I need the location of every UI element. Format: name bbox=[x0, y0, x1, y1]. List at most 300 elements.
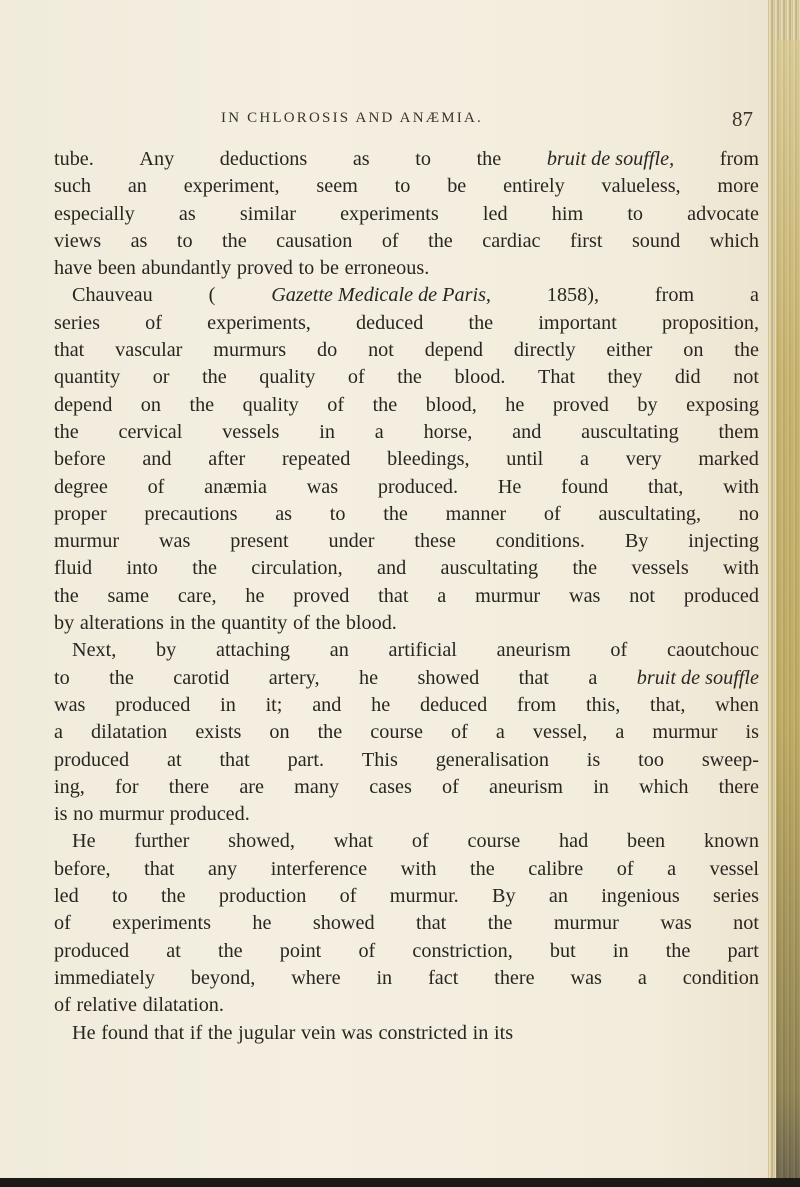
word: they bbox=[607, 366, 643, 389]
word: constriction, bbox=[412, 939, 513, 962]
word: by bbox=[54, 612, 75, 635]
text-line bbox=[54, 337, 759, 364]
word: the bbox=[470, 857, 495, 880]
word: artery, bbox=[268, 666, 320, 689]
word: not bbox=[368, 339, 394, 362]
word: depend bbox=[424, 339, 484, 362]
word: proved bbox=[293, 584, 350, 607]
word: and bbox=[377, 557, 407, 580]
page-edge bbox=[768, 0, 800, 1187]
word: repeated bbox=[281, 448, 351, 471]
word: This bbox=[361, 748, 398, 771]
word: first bbox=[569, 229, 603, 252]
text-line bbox=[54, 637, 759, 664]
word: produced bbox=[115, 693, 191, 716]
word: in bbox=[169, 612, 186, 635]
word: experiment, bbox=[183, 175, 280, 198]
word: to bbox=[627, 202, 644, 225]
word: vessels bbox=[222, 420, 280, 443]
text-line bbox=[54, 610, 759, 637]
word: not bbox=[629, 584, 656, 607]
word: murmur bbox=[652, 721, 718, 744]
text-line bbox=[54, 364, 759, 391]
word: vein bbox=[300, 1021, 336, 1044]
word: artificial bbox=[388, 639, 457, 662]
word: that bbox=[54, 339, 85, 362]
word: murmurs bbox=[213, 339, 287, 362]
word: not bbox=[733, 366, 759, 389]
word: to bbox=[394, 175, 411, 198]
text-line bbox=[54, 938, 759, 965]
text-line bbox=[54, 747, 759, 774]
text-line bbox=[54, 856, 759, 883]
word: proper bbox=[54, 502, 107, 525]
word: found bbox=[561, 475, 609, 498]
word: That bbox=[538, 366, 575, 389]
word: but bbox=[549, 939, 576, 962]
word: the bbox=[397, 366, 422, 389]
word: a bbox=[615, 721, 625, 744]
word: as bbox=[130, 229, 148, 252]
word: he bbox=[505, 393, 525, 416]
word: of bbox=[147, 475, 165, 498]
word: with bbox=[400, 857, 437, 880]
word: murmur bbox=[98, 803, 164, 826]
word: the bbox=[54, 584, 79, 607]
word: after bbox=[208, 448, 246, 471]
word: the bbox=[487, 912, 513, 935]
word: be bbox=[447, 175, 467, 198]
word: the bbox=[54, 420, 79, 443]
word: the bbox=[109, 666, 134, 689]
word: sound bbox=[631, 229, 681, 252]
word: beyond, bbox=[190, 966, 256, 989]
word: there bbox=[718, 775, 759, 798]
word: the bbox=[202, 366, 227, 389]
text-line bbox=[54, 774, 759, 801]
word: murmur. bbox=[389, 885, 459, 908]
word: quality bbox=[242, 393, 299, 416]
word: similar bbox=[239, 202, 296, 225]
word: from bbox=[719, 148, 759, 170]
scan-bottom-border bbox=[0, 1178, 800, 1187]
text-line bbox=[54, 201, 759, 228]
word: anæmia bbox=[204, 475, 267, 498]
word: course bbox=[467, 830, 521, 853]
word: an bbox=[548, 885, 568, 908]
word: murmur bbox=[54, 530, 120, 553]
word: constricted bbox=[378, 1021, 468, 1044]
word: before bbox=[54, 448, 106, 471]
word: murmur bbox=[475, 584, 541, 607]
word: by bbox=[637, 393, 658, 416]
word: have bbox=[54, 257, 93, 280]
word: course bbox=[370, 721, 423, 744]
page-edge-shading bbox=[776, 40, 800, 1180]
word: an bbox=[127, 175, 147, 198]
word: to bbox=[54, 666, 70, 689]
text-line bbox=[54, 665, 759, 692]
word: of bbox=[339, 885, 357, 908]
word: marked bbox=[698, 448, 759, 471]
word: dilatation. bbox=[142, 994, 224, 1017]
word: such bbox=[54, 175, 92, 198]
word: in bbox=[220, 693, 236, 716]
word: was bbox=[568, 584, 601, 607]
word: of bbox=[293, 612, 310, 635]
word: in bbox=[319, 420, 335, 443]
word: led bbox=[482, 202, 508, 225]
word: auscultating bbox=[440, 557, 539, 580]
word: injecting bbox=[688, 530, 759, 553]
word: no bbox=[73, 803, 94, 826]
word: erroneous. bbox=[344, 257, 430, 280]
text-line bbox=[54, 501, 759, 528]
word: ing, bbox=[54, 775, 85, 798]
word: the bbox=[160, 885, 186, 908]
word: generalisation bbox=[435, 748, 549, 771]
word: advocate bbox=[687, 202, 759, 225]
word: from bbox=[654, 284, 695, 307]
word: the bbox=[217, 939, 243, 962]
word: directly bbox=[513, 339, 576, 362]
word: part. bbox=[287, 748, 325, 771]
word: produced. bbox=[377, 475, 459, 498]
word: precautions bbox=[144, 502, 238, 525]
word: too bbox=[638, 748, 664, 771]
word: in bbox=[376, 966, 393, 989]
word: cardiac bbox=[482, 229, 541, 252]
word: quality bbox=[259, 366, 316, 389]
word: seem bbox=[316, 175, 358, 198]
word: auscultating, bbox=[598, 502, 702, 525]
text-line bbox=[54, 1020, 759, 1047]
word: produced bbox=[54, 748, 130, 771]
word: quantity bbox=[54, 366, 121, 389]
word: the bbox=[665, 939, 691, 962]
word: was bbox=[54, 693, 86, 716]
word: ingenious bbox=[601, 885, 680, 908]
word: a bbox=[54, 721, 63, 744]
word: is bbox=[54, 803, 68, 826]
word: there bbox=[494, 966, 535, 989]
text-line bbox=[54, 146, 759, 173]
word: that bbox=[219, 748, 250, 771]
word: causation bbox=[276, 229, 353, 252]
word: at bbox=[167, 748, 182, 771]
word: of bbox=[347, 366, 365, 389]
text-line bbox=[54, 801, 759, 828]
word: was bbox=[570, 966, 602, 989]
word: and bbox=[142, 448, 172, 471]
text-line bbox=[54, 719, 759, 746]
word: ( bbox=[208, 284, 216, 307]
word: produced bbox=[683, 584, 759, 607]
word: him bbox=[551, 202, 584, 225]
word: experiments bbox=[340, 202, 439, 225]
word: did bbox=[674, 366, 701, 389]
word: murmur bbox=[553, 912, 619, 935]
word: the bbox=[383, 502, 408, 525]
word: exposing bbox=[686, 393, 759, 416]
word: to bbox=[329, 502, 346, 525]
word: been bbox=[97, 257, 136, 280]
word: By bbox=[492, 885, 516, 908]
word: same bbox=[107, 584, 149, 607]
word: he bbox=[359, 666, 379, 689]
text-line bbox=[54, 419, 759, 446]
word: of bbox=[441, 775, 459, 798]
word: or bbox=[152, 366, 170, 389]
page-number: 87 bbox=[732, 107, 753, 131]
running-head: IN CHLOROSIS AND ANÆMIA. bbox=[221, 110, 483, 126]
word: what bbox=[333, 830, 373, 853]
text-line bbox=[54, 392, 759, 419]
word: care, bbox=[177, 584, 217, 607]
word: quantity bbox=[221, 612, 288, 635]
word: vessel, bbox=[532, 721, 588, 744]
word: with bbox=[723, 557, 759, 580]
word: was bbox=[158, 530, 191, 553]
word: aneurism bbox=[489, 775, 563, 798]
word: is bbox=[586, 748, 601, 771]
word: cervical bbox=[118, 420, 183, 443]
word: a bbox=[588, 666, 598, 689]
word: the bbox=[190, 612, 216, 635]
word: auscultating bbox=[581, 420, 679, 443]
word: in bbox=[612, 939, 629, 962]
word: abundantly bbox=[141, 257, 232, 280]
word: that bbox=[153, 1021, 185, 1044]
italic-phrase: bruit de souffle bbox=[636, 666, 759, 689]
word: bleedings, bbox=[387, 448, 470, 471]
word: the bbox=[476, 148, 502, 170]
word: part bbox=[727, 939, 759, 962]
word: Any bbox=[139, 148, 175, 170]
text-line bbox=[54, 828, 759, 855]
text-line bbox=[54, 992, 759, 1019]
word: of bbox=[451, 721, 468, 744]
word: By bbox=[624, 530, 649, 553]
word: vessel bbox=[709, 857, 759, 880]
word: the bbox=[372, 393, 398, 416]
word: experiments bbox=[112, 912, 211, 935]
word: the bbox=[572, 557, 598, 580]
word: had bbox=[559, 830, 589, 853]
word: led bbox=[54, 885, 79, 908]
word: any bbox=[207, 857, 238, 880]
word: was bbox=[660, 912, 692, 935]
word: the bbox=[428, 229, 453, 252]
word: production bbox=[218, 885, 307, 908]
word: tube. bbox=[54, 148, 94, 170]
word: jugular bbox=[238, 1021, 296, 1044]
word: the bbox=[734, 339, 759, 362]
word: produced. bbox=[169, 803, 250, 826]
text-line bbox=[54, 228, 759, 255]
text-line bbox=[54, 910, 759, 937]
word: where bbox=[291, 966, 341, 989]
word: manner bbox=[445, 502, 507, 525]
word: he bbox=[371, 693, 391, 716]
word: with bbox=[723, 475, 759, 498]
word: important bbox=[538, 311, 617, 334]
word: valueless, bbox=[601, 175, 681, 198]
word: from bbox=[517, 693, 557, 716]
word: if bbox=[189, 1021, 203, 1044]
word: produced bbox=[54, 939, 130, 962]
word: to bbox=[415, 148, 431, 170]
word: proved bbox=[552, 393, 609, 416]
word: that bbox=[144, 857, 175, 880]
word: immediately bbox=[54, 966, 155, 989]
word: point bbox=[279, 939, 322, 962]
word: a bbox=[495, 721, 505, 744]
word: of bbox=[610, 639, 628, 662]
word: as bbox=[275, 502, 293, 525]
word: fluid bbox=[54, 557, 93, 580]
word: circulation, bbox=[251, 557, 343, 580]
word: a bbox=[667, 857, 677, 880]
word: to bbox=[298, 257, 315, 280]
text-line bbox=[54, 173, 759, 200]
word: to bbox=[111, 885, 128, 908]
word: of bbox=[616, 857, 634, 880]
word: showed bbox=[417, 666, 480, 689]
word: been bbox=[627, 830, 666, 853]
word: an bbox=[329, 639, 349, 662]
word: the bbox=[222, 229, 247, 252]
text-line bbox=[54, 692, 759, 719]
word: that bbox=[416, 912, 447, 935]
word: which bbox=[639, 775, 689, 798]
word: it; bbox=[265, 693, 283, 716]
word: at bbox=[166, 939, 181, 962]
word: alterations bbox=[79, 612, 164, 635]
word: Next, bbox=[72, 639, 117, 662]
text-line bbox=[54, 583, 759, 610]
word: the bbox=[189, 393, 215, 416]
word: in bbox=[472, 1021, 489, 1044]
body-text bbox=[54, 146, 759, 1047]
word: blood, bbox=[425, 393, 477, 416]
word: a bbox=[374, 420, 384, 443]
word: that, bbox=[650, 693, 686, 716]
word: showed bbox=[312, 912, 375, 935]
word: deduced bbox=[419, 693, 488, 716]
word: to bbox=[176, 229, 193, 252]
word: entirely bbox=[503, 175, 565, 198]
word: for bbox=[115, 775, 139, 798]
text-line bbox=[54, 555, 759, 582]
word: on bbox=[269, 721, 290, 744]
word: its bbox=[494, 1021, 514, 1044]
word: carotid bbox=[173, 666, 230, 689]
word: especially bbox=[54, 202, 135, 225]
word: proved bbox=[236, 257, 293, 280]
word: he bbox=[252, 912, 272, 935]
word: cases bbox=[369, 775, 412, 798]
word: very bbox=[625, 448, 662, 471]
word: Chauveau bbox=[72, 284, 153, 307]
word: relative bbox=[76, 994, 137, 1017]
word: sweep- bbox=[701, 748, 759, 771]
word: 1858), bbox=[546, 284, 600, 307]
word: horse, bbox=[423, 420, 473, 443]
word: conditions. bbox=[495, 530, 585, 553]
word: and bbox=[512, 420, 542, 443]
word: interference bbox=[270, 857, 368, 880]
word: of bbox=[381, 229, 399, 252]
word: exists bbox=[195, 721, 242, 744]
word: of bbox=[54, 994, 71, 1017]
word: fact bbox=[428, 966, 459, 989]
word: deduced bbox=[356, 311, 424, 334]
word: them bbox=[718, 420, 759, 443]
word: He bbox=[497, 475, 522, 498]
word: many bbox=[294, 775, 340, 798]
word: no bbox=[738, 502, 759, 525]
word: not bbox=[733, 912, 759, 935]
word: experiments, bbox=[207, 311, 311, 334]
word: vessels bbox=[631, 557, 689, 580]
word: a bbox=[637, 966, 647, 989]
word: until bbox=[506, 448, 544, 471]
word: that bbox=[518, 666, 549, 689]
word: the bbox=[315, 612, 341, 635]
text-line bbox=[54, 965, 759, 992]
word: of bbox=[145, 311, 162, 334]
text-line bbox=[54, 310, 759, 337]
word: by bbox=[156, 639, 177, 662]
word: aneurism bbox=[496, 639, 571, 662]
word: blood. bbox=[454, 366, 506, 389]
word: known bbox=[704, 830, 759, 853]
word: dilatation bbox=[91, 721, 168, 744]
word: he bbox=[245, 584, 265, 607]
text-line bbox=[54, 528, 759, 555]
word: attaching bbox=[215, 639, 290, 662]
word: of bbox=[54, 912, 71, 935]
word: was bbox=[341, 1021, 373, 1044]
word: degree bbox=[54, 475, 108, 498]
word: do bbox=[317, 339, 338, 362]
word: the bbox=[207, 1021, 233, 1044]
word: the bbox=[317, 721, 343, 744]
word: be bbox=[319, 257, 339, 280]
word: is bbox=[745, 721, 759, 744]
word: calibre bbox=[528, 857, 584, 880]
word: in bbox=[593, 775, 609, 798]
word: there bbox=[168, 775, 210, 798]
word: on bbox=[683, 339, 704, 362]
word: series bbox=[54, 311, 100, 334]
word: further bbox=[134, 830, 190, 853]
word: He bbox=[72, 830, 96, 853]
word: when bbox=[715, 693, 759, 716]
word: of bbox=[543, 502, 561, 525]
word: blood. bbox=[345, 612, 397, 635]
word: that bbox=[378, 584, 409, 607]
word: a bbox=[750, 284, 759, 307]
word: more bbox=[717, 175, 759, 198]
word: of bbox=[327, 393, 345, 416]
word: into bbox=[126, 557, 158, 580]
word: either bbox=[606, 339, 653, 362]
word: on bbox=[140, 393, 161, 416]
word: and bbox=[312, 693, 342, 716]
word: was bbox=[306, 475, 339, 498]
